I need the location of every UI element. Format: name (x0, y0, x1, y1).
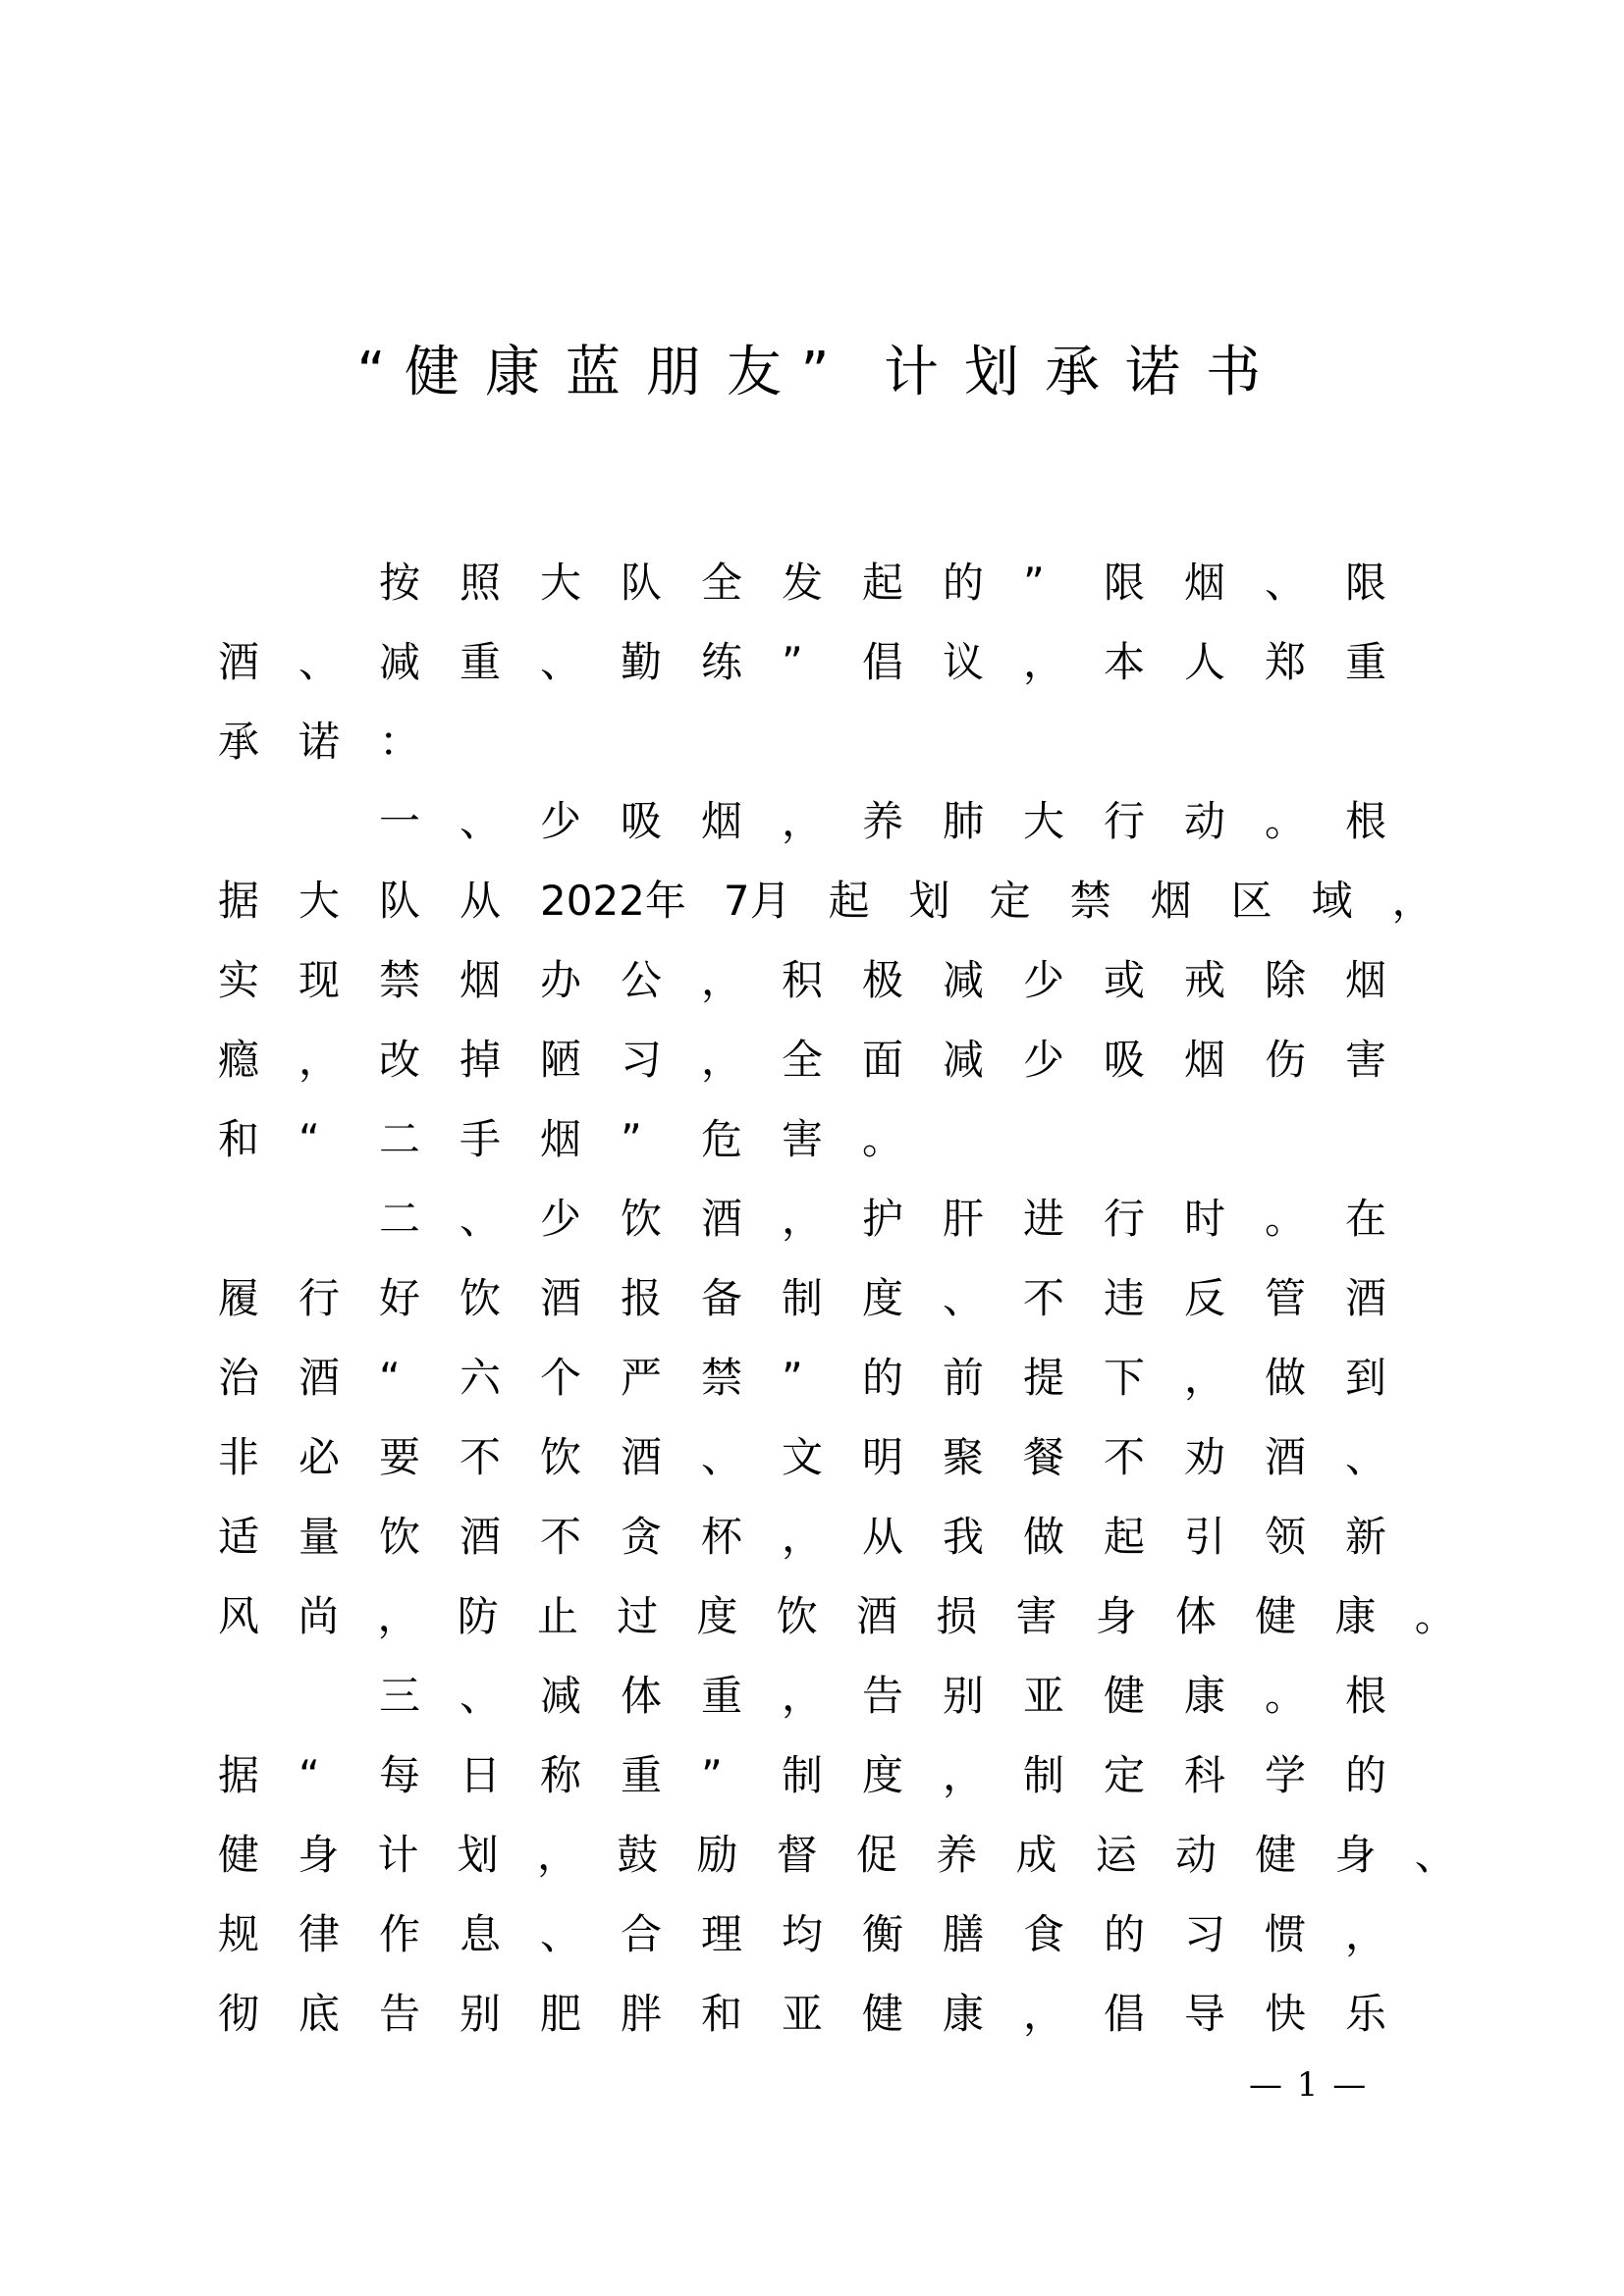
text-char: 练 (701, 638, 743, 686)
text-char: 励 (696, 1831, 738, 1879)
text-char: 日 (460, 1751, 502, 1799)
text-char: 杯 (701, 1513, 743, 1561)
text-char: 二 (379, 1195, 421, 1243)
text-char: 胖 (621, 1990, 663, 2038)
text-char: 大 (298, 877, 341, 925)
text-char: 烟 (1184, 559, 1226, 607)
text-char: 必 (298, 1433, 341, 1481)
text-line (218, 781, 1494, 861)
text-char: 吸 (1104, 1036, 1146, 1084)
text-char: ， (782, 1195, 824, 1243)
text-char: 饮 (776, 1592, 818, 1640)
text-char: 身 (1334, 1831, 1377, 1879)
text-char: ： (379, 718, 421, 766)
text-char: 重 (1345, 638, 1387, 686)
text-char: 烟 (460, 956, 502, 1004)
text-char: 酒 (621, 1433, 663, 1481)
text-line (218, 1735, 1494, 1815)
text-char: 起 (828, 877, 870, 925)
text-char: 促 (856, 1831, 898, 1879)
text-char: 酒 (460, 1513, 502, 1561)
text-char: ， (377, 1592, 419, 1640)
text-char: 的 (943, 559, 985, 607)
text-char: 饮 (540, 1433, 582, 1481)
text-char: 危 (701, 1115, 743, 1163)
text-char: 制 (782, 1274, 824, 1322)
text-char: 定 (989, 877, 1031, 925)
text-line (218, 1656, 1494, 1735)
text-char: 人 (1184, 638, 1226, 686)
text-char: 戒 (1184, 956, 1226, 1004)
text-char: 、 (540, 638, 582, 686)
text-char: 少 (540, 797, 582, 845)
text-char: 减 (540, 1672, 582, 1720)
text-char: 止 (537, 1592, 579, 1640)
text-char: 。 (1265, 797, 1307, 845)
text-char: 手 (460, 1115, 502, 1163)
text-char: 身 (1095, 1592, 1137, 1640)
title-char: 健 (405, 341, 460, 404)
text-char: 不 (540, 1513, 582, 1561)
text-char: ” (782, 1354, 803, 1402)
title-char: 诺 (1125, 341, 1180, 404)
text-char: 的 (1104, 1910, 1146, 1958)
text-char: 每 (379, 1751, 421, 1799)
text-char: ” (621, 1115, 642, 1163)
text-char: 损 (936, 1592, 978, 1640)
text-char: ， (1023, 1990, 1065, 2038)
text-char: 下 (1104, 1354, 1146, 1402)
text-char: 动 (1175, 1831, 1218, 1879)
text-char: 称 (540, 1751, 582, 1799)
text-char: 履 (218, 1274, 260, 1322)
text-char: 、 (460, 1195, 502, 1243)
text-char: 三 (379, 1672, 421, 1720)
text-char: 承 (218, 718, 260, 766)
text-char: 非 (218, 1433, 260, 1481)
text-char: ， (1023, 638, 1065, 686)
text-char: 计 (377, 1831, 419, 1879)
text-char: 防 (457, 1592, 499, 1640)
text-char: 少 (540, 1195, 582, 1243)
text-char: ， (782, 1672, 824, 1720)
text-char: 和 (701, 1990, 743, 2038)
text-char: 、 (1345, 1433, 1387, 1481)
text-char: 起 (862, 559, 904, 607)
text-char: 掉 (460, 1036, 502, 1084)
text-char: 过 (617, 1592, 659, 1640)
text-char: 一 (379, 797, 421, 845)
text-line (218, 1895, 1494, 1974)
text-char: 少 (1023, 956, 1065, 1004)
text-char: 我 (943, 1513, 985, 1561)
text-char: 实 (218, 956, 260, 1004)
text-char: 酒 (298, 1354, 341, 1402)
text-char: 聚 (943, 1433, 985, 1481)
text-char: 、 (460, 797, 502, 845)
text-char: 作 (379, 1910, 421, 1958)
text-char: 严 (621, 1354, 663, 1402)
text-char: 领 (1265, 1513, 1307, 1561)
text-char: 康 (1334, 1592, 1377, 1640)
text-char: ， (701, 1036, 743, 1084)
text-char: 制 (782, 1751, 824, 1799)
text-char: 、 (943, 1274, 985, 1322)
text-char: 身 (298, 1831, 340, 1879)
text-char: 烟 (1150, 877, 1192, 925)
text-char: 成 (1015, 1831, 1057, 1879)
text-char: 重 (621, 1751, 663, 1799)
text-char: ， (1391, 877, 1434, 925)
text-char: 乐 (1345, 1990, 1387, 2038)
text-char: 到 (1345, 1354, 1387, 1402)
text-char: 除 (1265, 956, 1307, 1004)
text-char: 劝 (1184, 1433, 1226, 1481)
text-char: 7月 (723, 877, 791, 925)
text-char: 根 (1345, 1672, 1387, 1720)
text-char: 酒 (856, 1592, 898, 1640)
text-char: 根 (1345, 797, 1387, 845)
text-char: 度 (862, 1274, 904, 1322)
text-char: ， (298, 1036, 341, 1084)
text-char: ， (537, 1831, 579, 1879)
text-char: 或 (1104, 956, 1146, 1004)
text-char: 度 (696, 1592, 738, 1640)
text-char: 从 (460, 877, 502, 925)
text-char: 划 (908, 877, 950, 925)
title-char: 朋 (646, 341, 701, 404)
text-char: 备 (701, 1274, 743, 1322)
text-char: 报 (621, 1274, 663, 1322)
text-char: 饮 (621, 1195, 663, 1243)
text-char: 体 (1175, 1592, 1218, 1640)
text-char: 烟 (1345, 956, 1387, 1004)
text-char: 文 (782, 1433, 824, 1481)
text-char: 动 (1184, 797, 1226, 845)
text-char: 烟 (701, 797, 743, 845)
text-char: ” (701, 1751, 723, 1799)
text-char: 鼓 (617, 1831, 659, 1879)
text-char: 。 (1265, 1195, 1307, 1243)
text-char: 均 (782, 1910, 824, 1958)
text-char: ， (782, 797, 824, 845)
text-char: 饮 (379, 1513, 421, 1561)
text-char: 队 (379, 877, 421, 925)
text-char: 别 (943, 1672, 985, 1720)
text-char: 重 (701, 1672, 743, 1720)
text-char: 管 (1265, 1274, 1307, 1322)
text-char: 科 (1184, 1751, 1226, 1799)
text-char: 改 (379, 1036, 421, 1084)
text-char: 烟 (540, 1115, 582, 1163)
text-char: ” (782, 638, 803, 686)
text-char: 合 (621, 1910, 663, 1958)
text-char: 害 (1345, 1036, 1387, 1084)
text-char: 全 (701, 559, 743, 607)
text-char: 限 (1345, 559, 1387, 607)
text-line (218, 702, 1494, 781)
text-char: 大 (1023, 797, 1065, 845)
text-char: 酒 (218, 638, 260, 686)
text-char: 养 (862, 797, 904, 845)
title-char: 计 (884, 341, 939, 404)
text-char: 从 (862, 1513, 904, 1561)
text-char: 。 (1414, 1592, 1456, 1640)
text-char: 陋 (540, 1036, 582, 1084)
text-char: 督 (776, 1831, 818, 1879)
title-char: “ (356, 341, 386, 404)
text-char: 护 (862, 1195, 904, 1243)
text-char: 禁 (701, 1354, 743, 1402)
text-char: 积 (782, 956, 824, 1004)
text-char: 别 (460, 1990, 502, 2038)
text-line (218, 1497, 1494, 1576)
text-char: 面 (862, 1036, 904, 1084)
text-line (218, 1417, 1494, 1497)
text-char: 和 (218, 1115, 260, 1163)
text-char: 酒 (1345, 1274, 1387, 1322)
text-char: 肥 (540, 1990, 582, 2038)
text-char: 反 (1184, 1274, 1226, 1322)
text-line (218, 543, 1494, 622)
text-line (218, 940, 1494, 1020)
text-char: 行 (1104, 1195, 1146, 1243)
text-char: 彻 (218, 1990, 260, 2038)
text-char: 队 (621, 559, 663, 607)
text-char: 亚 (1023, 1672, 1065, 1720)
text-char: 区 (1230, 877, 1272, 925)
text-char: 本 (1104, 638, 1146, 686)
text-char: 健 (1104, 1672, 1146, 1720)
text-char: 做 (1023, 1513, 1065, 1561)
text-char: 快 (1265, 1990, 1307, 2038)
text-char: 郑 (1265, 638, 1307, 686)
text-char: ， (1345, 1910, 1387, 1958)
text-char: 好 (379, 1274, 421, 1322)
text-char: 吸 (621, 797, 663, 845)
text-char: 习 (621, 1036, 663, 1084)
text-line (218, 1338, 1494, 1417)
text-char: 尚 (298, 1592, 340, 1640)
text-char: 减 (943, 1036, 985, 1084)
text-char: 衡 (862, 1910, 904, 1958)
text-char: 害 (1015, 1592, 1057, 1640)
text-char: ， (701, 956, 743, 1004)
text-char: 酒 (1265, 1433, 1307, 1481)
text-char: 告 (379, 1990, 421, 2038)
text-char: 起 (1104, 1513, 1146, 1561)
text-line (218, 1815, 1494, 1895)
text-char: 诺 (298, 718, 341, 766)
text-char: 公 (621, 956, 663, 1004)
text-char: 做 (1265, 1354, 1307, 1402)
text-char: 发 (782, 559, 824, 607)
document-body (218, 543, 1494, 2054)
text-char: 极 (862, 956, 904, 1004)
text-char: 亚 (782, 1990, 824, 2038)
document-title (0, 334, 1624, 412)
text-char: 不 (460, 1433, 502, 1481)
text-char: 治 (218, 1354, 260, 1402)
text-char: 要 (379, 1433, 421, 1481)
text-char: ， (943, 1751, 985, 1799)
text-char: 餐 (1023, 1433, 1065, 1481)
title-char: 蓝 (566, 341, 621, 404)
text-char: 健 (218, 1831, 260, 1879)
text-char: 瘾 (218, 1036, 260, 1084)
text-char: 划 (457, 1831, 499, 1879)
text-char: 个 (540, 1354, 582, 1402)
text-char: 伤 (1265, 1036, 1307, 1084)
text-char: 定 (1104, 1751, 1146, 1799)
title-char: 承 (1045, 341, 1100, 404)
text-line (218, 1179, 1494, 1258)
text-char: 底 (298, 1990, 341, 2038)
text-char: 学 (1265, 1751, 1307, 1799)
text-char: 、 (1265, 559, 1307, 607)
text-char: 养 (936, 1831, 978, 1879)
text-line (218, 1020, 1494, 1099)
text-char: 制 (1023, 1751, 1065, 1799)
text-char: 减 (943, 956, 985, 1004)
text-line (218, 1099, 1494, 1179)
text-char: 照 (460, 559, 502, 607)
text-char: 进 (1023, 1195, 1065, 1243)
text-char: “ (379, 1354, 401, 1402)
text-char: 引 (1184, 1513, 1226, 1561)
text-char: 少 (1023, 1036, 1065, 1084)
text-char: 行 (298, 1274, 341, 1322)
text-char: 惯 (1265, 1910, 1307, 1958)
text-char: 违 (1104, 1274, 1146, 1322)
text-line (218, 622, 1494, 702)
text-char: 限 (1104, 559, 1146, 607)
text-char: 规 (218, 1910, 260, 1958)
text-char: 。 (862, 1115, 904, 1163)
text-char: 据 (218, 1751, 260, 1799)
text-char: 饮 (460, 1274, 502, 1322)
text-char: 烟 (1184, 1036, 1226, 1084)
text-char: 据 (218, 877, 260, 925)
text-char: 导 (1184, 1990, 1226, 2038)
text-char: 酒 (701, 1195, 743, 1243)
text-char: 不 (1023, 1274, 1065, 1322)
text-char: 倡 (862, 638, 904, 686)
text-char: 行 (1104, 797, 1146, 845)
text-char: 禁 (379, 956, 421, 1004)
text-char: 按 (379, 559, 421, 607)
text-char: 前 (943, 1354, 985, 1402)
text-char: 六 (460, 1354, 502, 1402)
text-char: 。 (1265, 1672, 1307, 1720)
title-char: 划 (964, 341, 1019, 404)
text-char: 康 (1184, 1672, 1226, 1720)
text-char: 减 (379, 638, 421, 686)
text-char: 害 (782, 1115, 824, 1163)
text-char: 在 (1345, 1195, 1387, 1243)
text-char: 酒 (540, 1274, 582, 1322)
text-char: 的 (1345, 1751, 1387, 1799)
text-char: 律 (298, 1910, 341, 1958)
text-char: 议 (943, 638, 985, 686)
text-char: 肝 (943, 1195, 985, 1243)
text-char: 提 (1023, 1354, 1065, 1402)
text-char: 时 (1184, 1195, 1226, 1243)
text-char: 康 (943, 1990, 985, 2038)
title-char: 友 (727, 341, 782, 404)
text-char: 健 (1255, 1831, 1297, 1879)
text-char: 二 (379, 1115, 421, 1163)
text-char: 2022年 (540, 877, 686, 925)
text-char: ， (782, 1513, 824, 1561)
text-char: 肺 (943, 797, 985, 845)
text-char: 量 (298, 1513, 341, 1561)
title-char: 书 (1206, 341, 1261, 404)
text-line (218, 1576, 1494, 1656)
text-char: ， (1184, 1354, 1226, 1402)
text-char: 的 (862, 1354, 904, 1402)
text-char: 不 (1104, 1433, 1146, 1481)
title-char: ” (800, 341, 830, 404)
text-char: 理 (701, 1910, 743, 1958)
text-char: 新 (1345, 1513, 1387, 1561)
text-char: 禁 (1069, 877, 1111, 925)
text-char: 风 (218, 1592, 260, 1640)
text-char: “ (298, 1751, 320, 1799)
title-char: 康 (485, 341, 540, 404)
text-char: 、 (540, 1910, 582, 1958)
text-char: 体 (621, 1672, 663, 1720)
text-line (218, 1258, 1494, 1338)
text-char: 习 (1184, 1910, 1226, 1958)
text-char: 告 (862, 1672, 904, 1720)
text-char: 食 (1023, 1910, 1065, 1958)
text-char: 膳 (943, 1910, 985, 1958)
text-char: 全 (782, 1036, 824, 1084)
text-char: 度 (862, 1751, 904, 1799)
text-char: 办 (540, 956, 582, 1004)
text-char: 贪 (621, 1513, 663, 1561)
text-char: 勤 (621, 638, 663, 686)
text-char: 息 (460, 1910, 502, 1958)
text-char: 、 (298, 638, 341, 686)
text-char: 重 (460, 638, 502, 686)
text-char: 适 (218, 1513, 260, 1561)
text-char: 、 (1414, 1831, 1456, 1879)
text-line (218, 1974, 1494, 2054)
text-char: 健 (862, 1990, 904, 2038)
text-char: 域 (1311, 877, 1353, 925)
text-char: 倡 (1104, 1990, 1146, 2038)
text-char: 明 (862, 1433, 904, 1481)
text-char: 健 (1255, 1592, 1297, 1640)
text-line (218, 861, 1494, 940)
text-char: ” (1023, 559, 1045, 607)
text-char: 、 (460, 1672, 502, 1720)
page-number: — 1 — (1249, 2065, 1369, 2105)
text-char: 运 (1095, 1831, 1137, 1879)
text-char: 现 (298, 956, 341, 1004)
text-char: 、 (701, 1433, 743, 1481)
text-char: “ (298, 1115, 320, 1163)
text-char: 大 (540, 559, 582, 607)
